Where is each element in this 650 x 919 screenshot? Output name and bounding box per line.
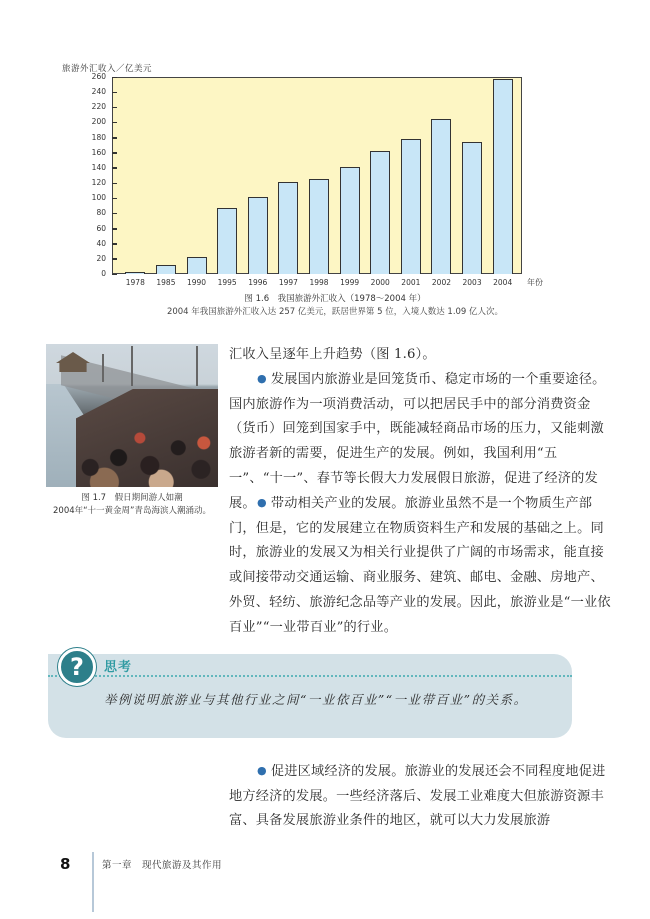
y-tick-label: 220 xyxy=(91,102,106,112)
y-tick-mark xyxy=(112,228,117,230)
bar-1990 xyxy=(187,257,207,274)
paragraph-lead: 发展国内旅游业是回笼货币、稳定市场的一个重要途径。 xyxy=(270,372,606,387)
x-tick-label: 2003 xyxy=(462,278,482,287)
bar-2002 xyxy=(431,119,451,274)
y-tick-mark xyxy=(112,213,117,215)
y-tick-label: 240 xyxy=(91,87,106,97)
y-tick-mark xyxy=(112,122,117,124)
y-tick-mark xyxy=(112,92,117,94)
bar-2004 xyxy=(493,79,513,274)
x-tick-label: 1999 xyxy=(340,278,360,287)
y-tick-mark xyxy=(112,274,117,276)
figure-1-7-caption: 图 1.7 假日期间游人如潮 xyxy=(81,493,183,503)
paragraph-continuation: 汇收入呈逐年上升趋势（图 1.6）。 xyxy=(229,347,436,362)
y-tick-mark xyxy=(112,243,117,245)
paragraph-lead: 促进区域经济的发展。 xyxy=(270,764,405,779)
y-tick-mark xyxy=(112,198,117,200)
bar-2001 xyxy=(401,139,421,274)
y-tick-label: 260 xyxy=(91,72,106,81)
x-tick-label: 1995 xyxy=(217,278,237,287)
bar-1999 xyxy=(340,167,360,274)
bar-1985 xyxy=(156,265,176,274)
paragraph-body: 旅游业虽然不是一个物质生产部门，但是，它的发展建立在物质资料生产和发展的基础之上。同时，旅游业的发展又为相关行业提供了广阔的市场需求，能直接或间接带动交通运输、商业服务、建筑、邮电、金融、房地产、外贸、轻纺、旅游纪念品等产业的发展。因此，旅游业是“一业依百业”“一业带百业”的行业。 xyxy=(229,496,611,635)
x-tick-label: 2002 xyxy=(431,278,451,287)
crowd xyxy=(76,389,218,487)
bar-1995 xyxy=(217,208,237,274)
bar-2000 xyxy=(370,151,390,274)
page-number: 8 xyxy=(60,855,71,873)
lamp-post xyxy=(102,354,104,382)
lamp-post xyxy=(196,346,198,386)
lamp-post xyxy=(131,346,133,386)
x-tick-label: 2001 xyxy=(401,278,421,287)
dotted-divider xyxy=(48,675,572,677)
y-tick-label: 140 xyxy=(91,162,106,172)
y-tick-label: 0 xyxy=(101,269,106,278)
y-tick-mark xyxy=(112,183,117,185)
x-tick-label: 1985 xyxy=(156,278,176,287)
y-tick-label: 100 xyxy=(91,193,106,203)
y-tick-label: 40 xyxy=(96,238,106,248)
y-tick-label: 20 xyxy=(96,253,106,263)
bar-1997 xyxy=(278,182,298,274)
paragraph-body: 国内旅游作为一项消费活动，可以把居民手中的部分消费资金（货币）回笼到国家手中，既能减轻商品市场的压力，又能刺激旅游者新的需要，促进生产的发展。例如，我国利用“五一”、“十一”、春节等长假大力发展假日旅游，促进了经济的发展。 xyxy=(229,396,604,511)
chapter-title: 第一章 现代旅游及其作用 xyxy=(102,860,223,871)
y-tick-label: 60 xyxy=(96,223,106,233)
figure-1-6-note: 2004 年我国旅游外汇收入达 257 亿美元，跃居世界第 5 位，入境人数达 1.09 亿人次。 xyxy=(166,307,504,317)
y-tick-label: 200 xyxy=(91,117,106,127)
bullet-icon: ● xyxy=(257,496,267,509)
y-tick-label: 120 xyxy=(91,178,106,188)
x-tick-label: 2000 xyxy=(370,278,390,287)
y-tick-label: 180 xyxy=(91,132,106,142)
think-box-title: 思考 xyxy=(104,660,133,675)
x-tick-label: 1996 xyxy=(248,278,268,287)
paragraph-regional-economy xyxy=(229,760,611,834)
y-tick-mark xyxy=(112,258,117,260)
x-tick-label: 2004 xyxy=(493,278,513,287)
y-tick-mark xyxy=(112,167,117,169)
y-tick-mark xyxy=(112,77,117,79)
figure-1-6-caption: 图 1.6 我国旅游外汇收入（1978～2004 年） xyxy=(244,294,426,304)
crowd-photo xyxy=(46,344,218,487)
bar-2003 xyxy=(462,142,482,274)
y-tick-mark xyxy=(112,137,117,139)
y-tick-mark xyxy=(112,152,117,154)
figure-1-7-note: 2004年“十一黄金周”青岛海滨人潮涌动。 xyxy=(53,506,211,516)
paragraph-lead: 带动相关产业的发展。 xyxy=(270,496,405,511)
y-tick-label: 80 xyxy=(96,208,106,218)
think-box-question: 举例说明旅游业与其他行业之间“一业依百业”“一业带百业”的关系。 xyxy=(104,692,528,707)
y-tick-label: 160 xyxy=(91,147,106,157)
bullet-icon: ● xyxy=(257,372,267,385)
y-tick-mark xyxy=(112,107,117,109)
paragraph-body: 旅游业的发展还会不同程度地促进地方经济的发展。一些经济落后、发展工业难度大但旅游资源丰富、具备发展旅游业条件的地区，就可以大力发展旅游 xyxy=(229,764,606,829)
x-tick-label: 1978 xyxy=(125,278,145,287)
bar-1996 xyxy=(248,197,268,274)
bar-1998 xyxy=(309,179,329,274)
bar-1978 xyxy=(125,272,145,274)
chart-x-unit: 年份 xyxy=(527,278,543,287)
bullet-icon: ● xyxy=(257,764,267,777)
x-tick-label: 1990 xyxy=(186,278,207,287)
question-mark-icon: ? xyxy=(58,648,96,686)
paragraph-related-industries xyxy=(229,492,611,640)
x-tick-label: 1997 xyxy=(278,278,298,287)
footer-divider xyxy=(92,852,94,912)
x-tick-label: 1998 xyxy=(309,278,329,287)
chart-y-axis-title: 旅游外汇收入／亿美元 xyxy=(62,64,153,74)
